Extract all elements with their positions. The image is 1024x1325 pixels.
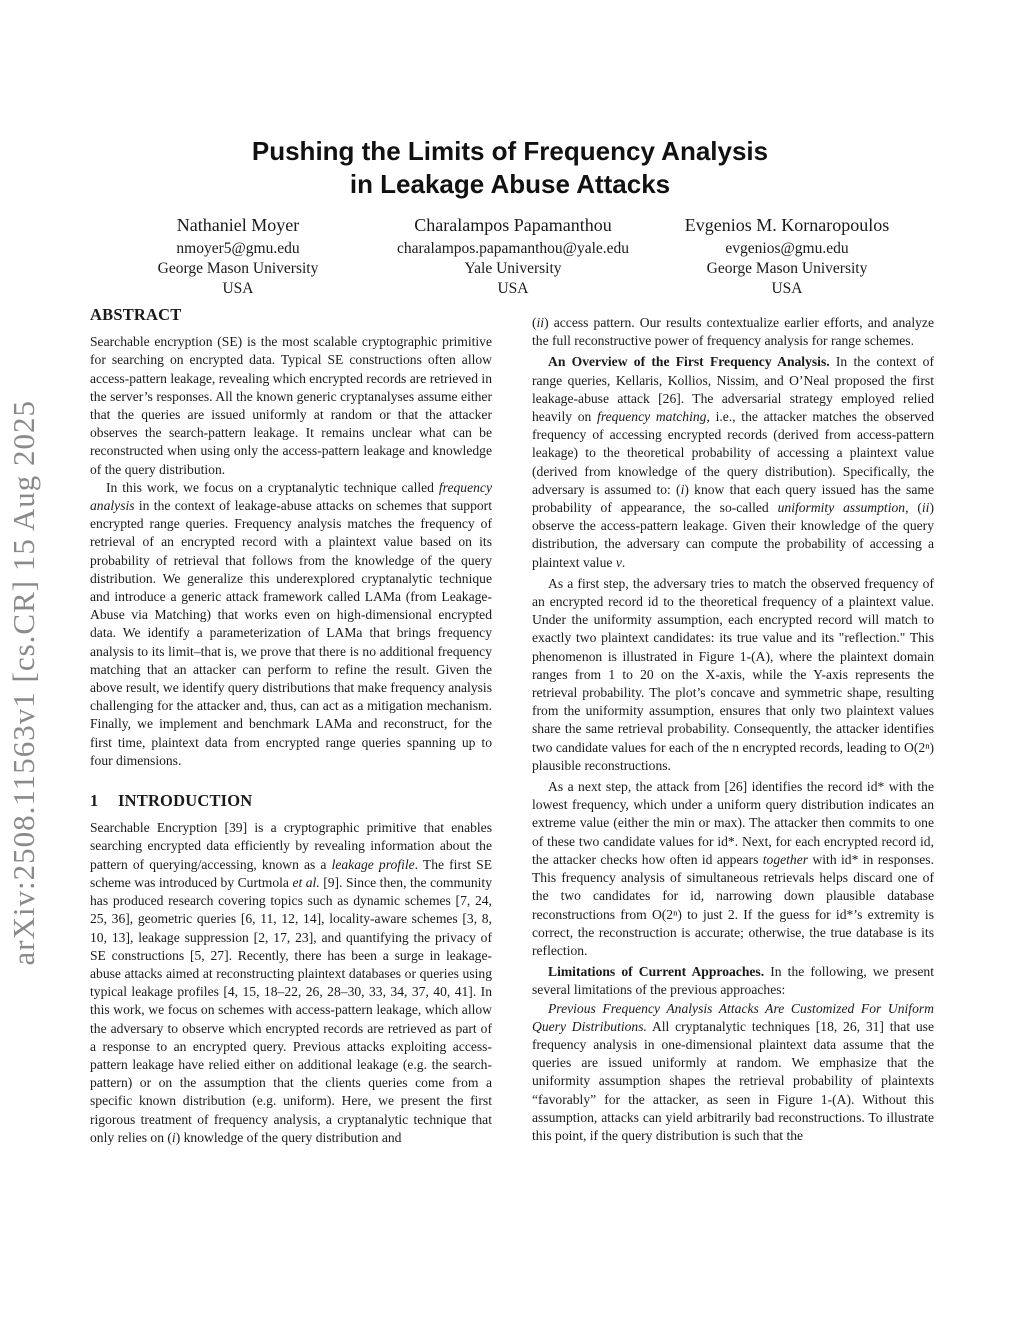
runin-heading-limitations: Limitations of Current Approaches. <box>548 964 765 980</box>
author-email: evgenios@gmu.edu <box>725 240 849 257</box>
author-affiliation: Yale University <box>464 260 562 277</box>
author-name: Charalampos Papamanthou <box>414 215 612 235</box>
arxiv-stamp: arXiv:2508.11563v1 [cs.CR] 15 Aug 2025 <box>6 400 41 966</box>
author-email: charalampos.papamanthou@yale.edu <box>396 240 630 257</box>
author-country: USA <box>222 280 254 297</box>
body-paragraph: (ii) access pattern. Our results contextualize earlier efforts, and analyze the full reconstructive power of frequency analysis for range schemes. <box>532 315 934 349</box>
section-title: INTRODUCTION <box>118 791 253 811</box>
author-name: Evgenios M. Kornaropoulos <box>684 215 890 235</box>
left-column <box>90 306 492 1147</box>
body-paragraph: Previous Frequency Analysis Attacks Are Customized For Uniform Query Distributions. All cryptanalytic techniques [18, 26, 31] that use frequency analysis in one-dimensional plaintext data assume that the queries are issued uniformly at random. We emphasize that the uniformity assumption shapes the retrieval probability of plaintexts “favorably” for the attacker, as seen in Figure 1-(A). Without this assumption, attacks can yield arbitrarily bad reconstructions. To illustrate this point, if the query distribution is such that the <box>532 1000 934 1143</box>
author-block <box>88 214 388 299</box>
section-heading-introduction <box>90 792 492 810</box>
abstract-paragraph: In this work, we focus on a cryptanalytic technique called frequency analysis in the context of leakage-abuse attacks on schemes that support encrypted range queries. Frequency analysis matches the frequency of retrieval of an encrypted record with a plaintext value based on its probability of retrieval that follows from the knowledge of the query distribution. We generalize this underexplored cryptanalytic technique and introduce a generic attack framework called LAMa (from Leakage-Abuse via Matching) that works even on high-dimensional encrypted data. We identify a parameterization of LAMa that brings frequency analysis to its limit–that is, we prove that there is no additional frequency matching that an attacker can perform to refine the result. Given the above result, we identify query distributions that make frequency analysis challenging for the attacker and, thus, can act as a mitigation mechanism. Finally, we implement and benchmark LAMa and reconstruct, for the first time, plaintext data from encrypted range queries spanning up to four dimensions. <box>90 479 492 768</box>
title-line-1: Pushing the Limits of Frequency Analysis <box>251 136 769 166</box>
limitations-paragraph: Limitations of Current Approaches. In the following, we present several limitations of the previous approaches: <box>532 964 934 998</box>
overview-paragraph: An Overview of the First Frequency Analysis. In the context of range queries, Kellaris, Kollios, Nissim, and O’Neal proposed the first leakage-abuse attack [26]. The adversarial strategy employed relied heavily on frequency matching, i.e., the attacker matches the observed frequency of accessing encrypted records (derived from access-pattern leakage) to the theoretical probability of accessing a plaintext value (derived from knowledge of the query distribution). Specifically, the adversary is assumed to: (i) know that each query issued has the same probability of appearance, the so-called uniformity assumption, (ii) observe the access-pattern leakage. Given their knowledge of the query distribution, the adversary can compute the probability of accessing a plaintext value v. <box>532 354 935 570</box>
runin-heading-overview: An Overview of the First Frequency Analysis. <box>548 354 830 370</box>
right-column <box>532 314 934 1145</box>
title-line-2: in Leakage Abuse Attacks <box>349 169 671 199</box>
author-name: Nathaniel Moyer <box>176 215 300 235</box>
author-country: USA <box>771 280 803 297</box>
body-paragraph: As a first step, the adversary tries to match the observed frequency of an encrypted record id to the theoretical frequency of a plaintext value. Under the uniformity assumption, each encrypted record will match to exactly two plaintext candidates: its true value and its "reflection." This phenomenon is illustrated in Figure 1-(A), where the plaintext domain ranges from 1 to 20 on the X-axis, while the Y-axis represents the retrieval probability. The plot’s concave and symmetric shape, resulting from the uniformity assumption, ensures that only two plaintext values share the same retrieval probability. Consequently, the attacker identifies two candidate values for each of the n encrypted records, leading to O(2ⁿ) plausible reconstructions. <box>532 575 934 773</box>
author-block <box>363 214 663 299</box>
intro-paragraph: Searchable Encryption [39] is a cryptographic primitive that enables searching encrypted data efficiently by revealing information about the pattern of querying/accessing, known as a leakage profile. The first SE scheme was introduced by Curtmola et al. [9]. Since then, the community has produced research covering topics such as dynamic schemes [7, 24, 25, 36], geometric queries [6, 11, 12, 14], locality-aware schemes [3, 8, 10, 13], leakage suppression [2, 17, 23], and quantifying the privacy of SE constructions [5, 27]. Recently, there has been a surge in leakage-abuse attacks aimed at reconstructing plaintext databases or queries using typical leakage profiles [4, 15, 18–22, 26, 28–30, 33, 34, 37, 40, 41]. In this work, we focus on schemes with access-pattern leakage, which allow the adversary to observe which encrypted records are retrieved as part of a response to an encrypted query. Previous attacks exploiting access-pattern leakage have relied either on additional leakage (e.g. the search-pattern) or on the assumption that the clients queries come from a specific known distribution (e.g. uniform). Here, we present the first rigorous treatment of frequency analysis, a cryptanalytic technique that only relies on (i) knowledge of the query distribution and <box>90 820 492 1145</box>
author-country: USA <box>497 280 529 297</box>
abstract-paragraph: Searchable encryption (SE) is the most scalable cryptographic primitive for searching on encrypted data. Typical SE constructions often allow access-pattern leakage, revealing which encrypted records are retrieved in the server’s responses. All the known generic cryptanalyses assume either that the queries are issued uniformly at random or that the attacker observes the search-pattern leakage. It remains unclear what can be reconstructed when using only the access-pattern leakage and knowledge of the query distribution. <box>90 334 492 477</box>
paper-title <box>160 135 860 201</box>
author-affiliation: George Mason University <box>706 260 868 277</box>
abstract-heading: ABSTRACT <box>90 305 182 324</box>
author-block <box>637 214 937 299</box>
section-number: 1 <box>90 791 99 811</box>
author-affiliation: George Mason University <box>157 260 319 277</box>
body-paragraph: As a next step, the attack from [26] identifies the record id* with the lowest frequency, which under a uniform query distribution indicates an extreme value (either the min or max). The attacker then commits to one of these two candidate values for id*. Next, for each encrypted record id, the attacker checks how often id appears together with id* in responses. This frequency analysis of simultaneous retrievals helps discard one of the two candidates for id, narrowing down plausible database reconstructions from O(2ⁿ) to just 2. If the guess for id*’s extremity is correct, the reconstruction is accurate; otherwise, the true database is its reflection. <box>532 779 934 958</box>
author-email: nmoyer5@gmu.edu <box>176 240 300 257</box>
